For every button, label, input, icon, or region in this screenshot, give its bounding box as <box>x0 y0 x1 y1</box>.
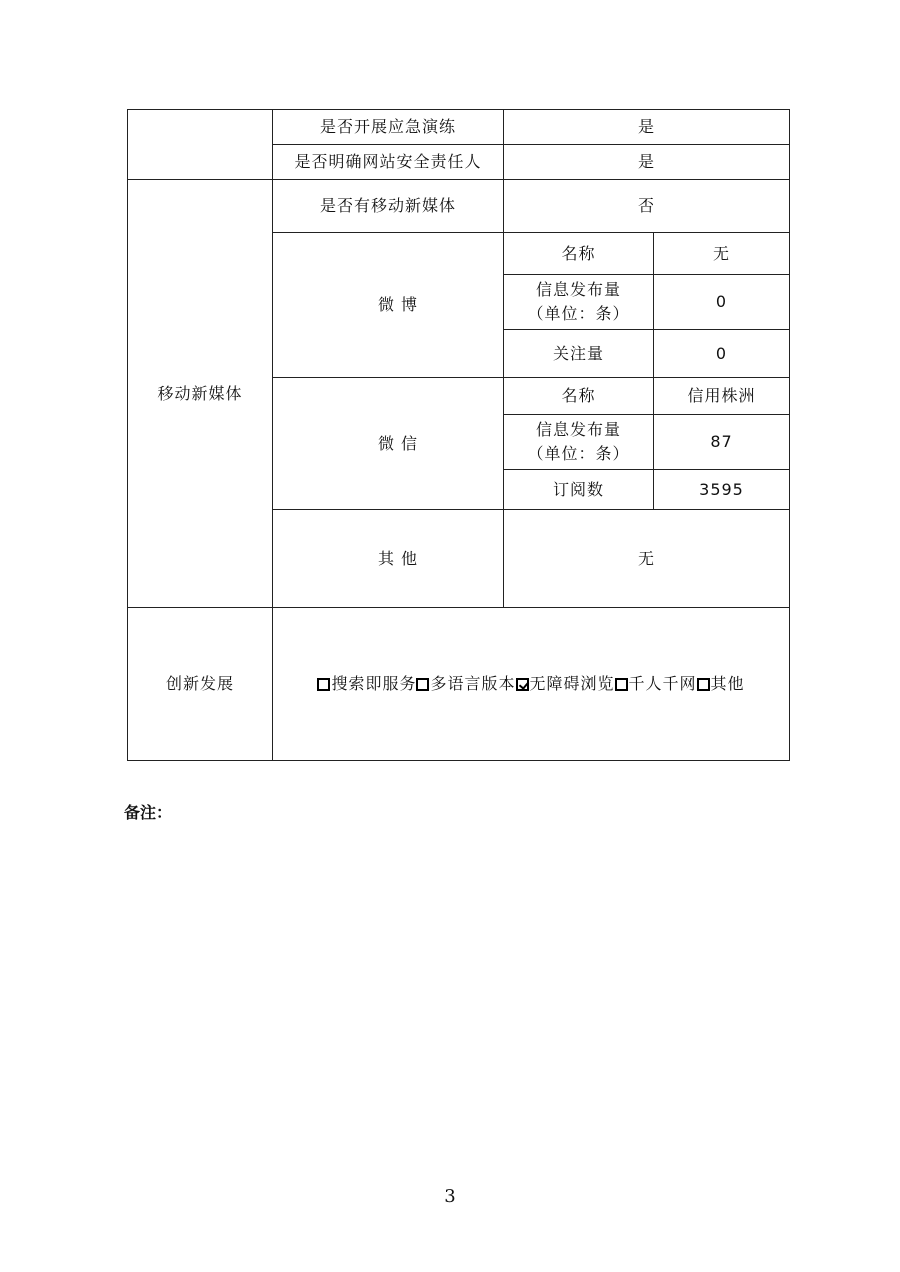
wechat-subscribers-value: 3595 <box>654 470 790 510</box>
weibo-posts-value: 0 <box>654 275 790 330</box>
weibo-posts-label <box>504 275 654 330</box>
innovation-option[interactable] <box>615 672 697 696</box>
weibo-name-label: 名称 <box>504 233 654 275</box>
innovation-option[interactable] <box>516 672 615 696</box>
has-mobile-label: 是否有移动新媒体 <box>273 180 504 233</box>
wechat-subscribers-label: 订阅数 <box>504 470 654 510</box>
drill-value: 是 <box>504 110 790 145</box>
innovation-option[interactable] <box>416 672 515 696</box>
weibo-followers-label: 关注量 <box>504 330 654 378</box>
wechat-label: 微 信 <box>273 378 504 510</box>
wechat-name-value: 信用株洲 <box>654 378 790 415</box>
innovation-options <box>317 672 744 696</box>
page-number: 3 <box>444 1186 456 1207</box>
other-label: 其 他 <box>273 510 504 608</box>
security-value: 是 <box>504 145 790 180</box>
weibo-posts-label-line1: 信息发布量 <box>535 280 621 299</box>
checkbox-icon[interactable] <box>317 678 330 691</box>
weibo-followers-value: 0 <box>654 330 790 378</box>
innovation-option-label: 千人千网 <box>628 674 697 693</box>
checked-box-icon[interactable] <box>516 678 529 691</box>
innovation-option-label: 搜索即服务 <box>331 674 417 693</box>
empty-section-cell <box>128 110 273 180</box>
wechat-name-label: 名称 <box>504 378 654 415</box>
drill-label: 是否开展应急演练 <box>273 110 504 145</box>
innovation-option-label: 无障碍浏览 <box>529 674 615 693</box>
checkbox-icon[interactable] <box>697 678 710 691</box>
wechat-posts-value: 87 <box>654 415 790 470</box>
innovation-options-cell <box>273 608 790 761</box>
report-table <box>127 109 790 761</box>
checkbox-icon[interactable] <box>615 678 628 691</box>
wechat-posts-label <box>504 415 654 470</box>
mobile-section-label: 移动新媒体 <box>128 180 273 608</box>
wechat-posts-label-line1: 信息发布量 <box>535 420 621 439</box>
table-row <box>128 180 790 233</box>
table-row <box>128 608 790 761</box>
weibo-posts-label-line2: （单位：条） <box>527 304 630 323</box>
innovation-option-label: 其他 <box>710 674 745 693</box>
innovation-label: 创新发展 <box>128 608 273 761</box>
has-mobile-value: 否 <box>504 180 790 233</box>
innovation-option[interactable] <box>697 672 745 696</box>
innovation-option[interactable] <box>317 672 416 696</box>
security-label: 是否明确网站安全责任人 <box>273 145 504 180</box>
wechat-posts-label-line2: （单位：条） <box>527 444 630 463</box>
weibo-name-value: 无 <box>654 233 790 275</box>
checkbox-icon[interactable] <box>416 678 429 691</box>
innovation-option-label: 多语言版本 <box>430 674 516 693</box>
other-value: 无 <box>504 510 790 608</box>
weibo-label: 微 博 <box>273 233 504 378</box>
remark-label: 备注： <box>124 803 173 822</box>
table-row <box>128 110 790 145</box>
